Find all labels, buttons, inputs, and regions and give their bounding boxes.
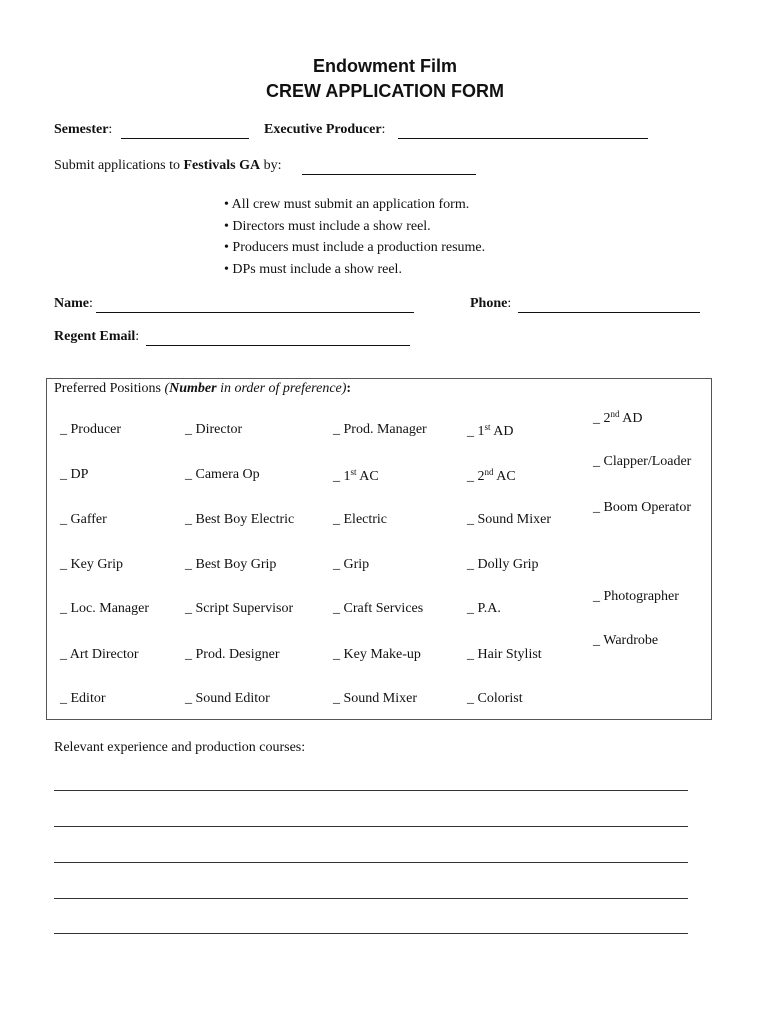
position-photographer[interactable]: _ Photographer — [593, 589, 679, 604]
position-prod-designer[interactable]: _ Prod. Designer — [185, 647, 280, 662]
position-sound-mixer-2[interactable]: _ Sound Mixer — [333, 691, 417, 706]
position-dolly-grip[interactable]: _ Dolly Grip — [467, 557, 539, 572]
position-1st-ad[interactable]: _ 1st AD — [467, 422, 514, 439]
form-title-line1: Endowment Film — [313, 56, 457, 76]
semester-label: Semester: — [54, 122, 113, 137]
email-label: Regent Email: — [54, 329, 140, 344]
position-camera-op[interactable]: _ Camera Op — [185, 467, 260, 482]
submit-date-field[interactable] — [302, 174, 476, 175]
position-boom-operator[interactable]: _ Boom Operator — [593, 500, 691, 515]
position-1st-ac[interactable]: _ 1st AC — [333, 467, 379, 484]
position-art-director[interactable]: _ Art Director — [60, 647, 139, 662]
position-script-supervisor[interactable]: _ Script Supervisor — [185, 601, 294, 616]
phone-label: Phone: — [470, 296, 512, 311]
exec-producer-field[interactable] — [398, 138, 648, 139]
name-field[interactable] — [96, 312, 414, 313]
phone-field[interactable] — [518, 312, 700, 313]
position-key-grip[interactable]: _ Key Grip — [60, 557, 123, 572]
list-item: • All crew must submit an application form. — [224, 197, 470, 212]
position-pa[interactable]: _ P.A. — [467, 601, 501, 616]
position-prod-manager[interactable]: _ Prod. Manager — [333, 422, 427, 437]
list-item: • DPs must include a show reel. — [224, 262, 402, 278]
position-electric[interactable]: _ Electric — [333, 512, 388, 527]
position-grip[interactable]: _ Grip — [333, 557, 370, 572]
position-dp[interactable]: _ DP — [60, 467, 89, 482]
position-wardrobe[interactable]: _ Wardrobe — [593, 633, 659, 648]
exec-producer-label: Executive Producer: — [264, 122, 386, 137]
experience-label: Relevant experience and production courses: — [54, 740, 306, 755]
position-key-makeup[interactable]: _ Key Make-up — [333, 647, 421, 662]
position-loc-manager[interactable]: _ Loc. Manager — [60, 601, 150, 616]
email-field[interactable] — [146, 345, 410, 346]
position-hair-stylist[interactable]: _ Hair Stylist — [467, 647, 542, 662]
position-2nd-ac[interactable]: _ 2nd AC — [467, 467, 516, 484]
position-clapper-loader[interactable]: _ Clapper/Loader — [593, 454, 692, 469]
position-best-boy-grip[interactable]: _ Best Boy Grip — [185, 557, 277, 572]
list-item: • Directors must include a show reel. — [224, 218, 431, 234]
position-editor[interactable]: _ Editor — [60, 691, 106, 706]
list-item: • Producers must include a production resume. — [224, 240, 486, 256]
position-director[interactable]: _ Director — [185, 422, 243, 437]
requirements-list — [224, 194, 485, 281]
positions-intro: Preferred Positions (Number in order of preference): — [54, 381, 352, 396]
name-label: Name: — [54, 296, 93, 311]
form-title-line2: CREW APPLICATION FORM — [266, 81, 504, 101]
position-colorist[interactable]: _ Colorist — [467, 691, 523, 706]
semester-field[interactable] — [121, 138, 249, 139]
position-craft-services[interactable]: _ Craft Services — [333, 601, 424, 616]
position-sound-editor[interactable]: _ Sound Editor — [185, 691, 270, 706]
position-sound-mixer[interactable]: _ Sound Mixer — [467, 512, 551, 527]
experience-line[interactable] — [54, 862, 688, 863]
experience-line[interactable] — [54, 790, 688, 791]
experience-line[interactable] — [54, 933, 688, 934]
experience-line[interactable] — [54, 826, 688, 827]
experience-line[interactable] — [54, 898, 688, 899]
submit-instruction: Submit applications to Festivals GA by: — [54, 158, 282, 173]
position-2nd-ad[interactable]: _ 2nd AD — [593, 409, 643, 426]
position-producer[interactable]: _ Producer — [60, 422, 122, 437]
position-best-boy-electric[interactable]: _ Best Boy Electric — [185, 512, 295, 527]
position-gaffer[interactable]: _ Gaffer — [60, 512, 107, 527]
